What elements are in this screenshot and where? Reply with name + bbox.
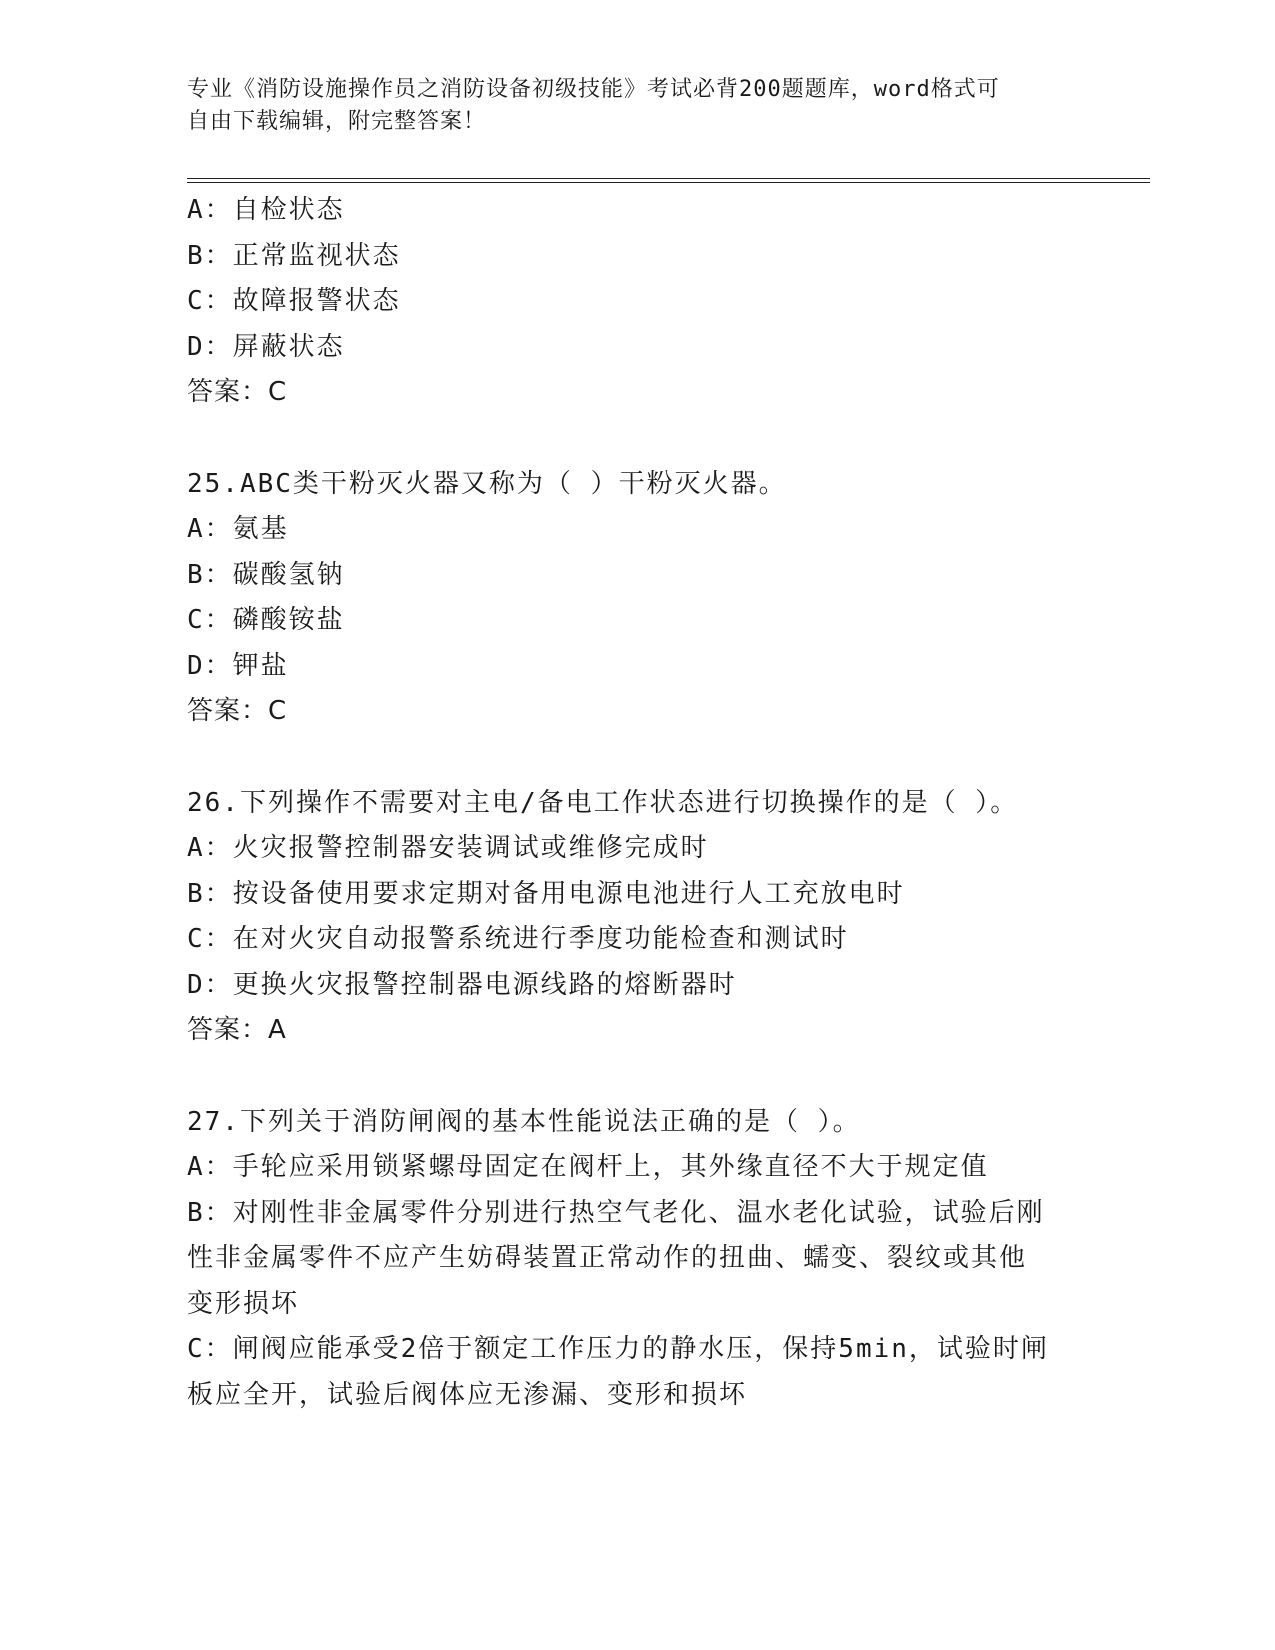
document-header bbox=[187, 74, 1067, 138]
option-c-line-1: C：闸阀应能承受2倍于额定工作压力的静水压，保持5min，试验时闸 bbox=[187, 1334, 1049, 1364]
option-a: A：手轮应采用锁紧螺母固定在阀杆上，其外缘直径不大于规定值 bbox=[187, 1152, 989, 1182]
answer-line: 答案：C bbox=[187, 696, 288, 726]
answer-line: 答案：A bbox=[187, 1015, 287, 1045]
question-text: 26.下列操作不需要对主电/备电工作状态进行切换操作的是（ ）。 bbox=[187, 787, 1019, 818]
option-c-line-2: 板应全开，试验后阀体应无渗漏、变形和损坏 bbox=[187, 1379, 748, 1410]
header-divider-top bbox=[187, 178, 1150, 179]
option-a: A：火灾报警控制器安装调试或维修完成时 bbox=[187, 833, 709, 863]
header-line-2: 自由下载编辑，附完整答案！ bbox=[187, 109, 487, 134]
option-c: C：在对火灾自动报警系统进行季度功能检查和测试时 bbox=[187, 924, 849, 954]
question-block-26 bbox=[187, 781, 1087, 1054]
question-list bbox=[187, 188, 1087, 1418]
question-text: 25.ABC类干粉灭火器又称为（ ）干粉灭火器。 bbox=[187, 468, 787, 499]
answer-line: 答案：C bbox=[187, 377, 288, 407]
option-a: A：氨基 bbox=[187, 514, 289, 544]
option-b-line-3: 变形损坏 bbox=[187, 1288, 300, 1319]
option-b: B：按设备使用要求定期对备用电源电池进行人工充放电时 bbox=[187, 878, 905, 909]
option-c: C：磷酸铵盐 bbox=[187, 605, 345, 635]
option-b-line-2: 性非金属零件不应产生妨碍装置正常动作的扭曲、蠕变、裂纹或其他 bbox=[187, 1243, 1028, 1273]
question-text: 27.下列关于消防闸阀的基本性能说法正确的是（ ）。 bbox=[187, 1106, 861, 1137]
header-divider-bottom bbox=[187, 182, 1150, 183]
option-d: D：更换火灾报警控制器电源线路的熔断器时 bbox=[187, 969, 737, 1000]
question-block-25 bbox=[187, 462, 1087, 735]
option-b: B：碳酸氢钠 bbox=[187, 559, 345, 590]
question-block-27 bbox=[187, 1100, 1087, 1419]
option-b-line-1: B：对刚性非金属零件分别进行热空气老化、温水老化试验，试验后刚 bbox=[187, 1197, 1045, 1228]
question-block-24 bbox=[187, 188, 1087, 416]
option-a: A：自检状态 bbox=[187, 195, 345, 225]
spacer bbox=[187, 416, 1087, 462]
spacer bbox=[187, 735, 1087, 781]
option-d: D：屏蔽状态 bbox=[187, 331, 345, 362]
spacer bbox=[187, 1054, 1087, 1100]
header-line-1: 专业《消防设施操作员之消防设备初级技能》考试必背200题题库，word格式可 bbox=[187, 77, 1000, 102]
option-d: D：钾盐 bbox=[187, 650, 289, 681]
option-b: B：正常监视状态 bbox=[187, 240, 401, 271]
option-c: C：故障报警状态 bbox=[187, 286, 401, 316]
